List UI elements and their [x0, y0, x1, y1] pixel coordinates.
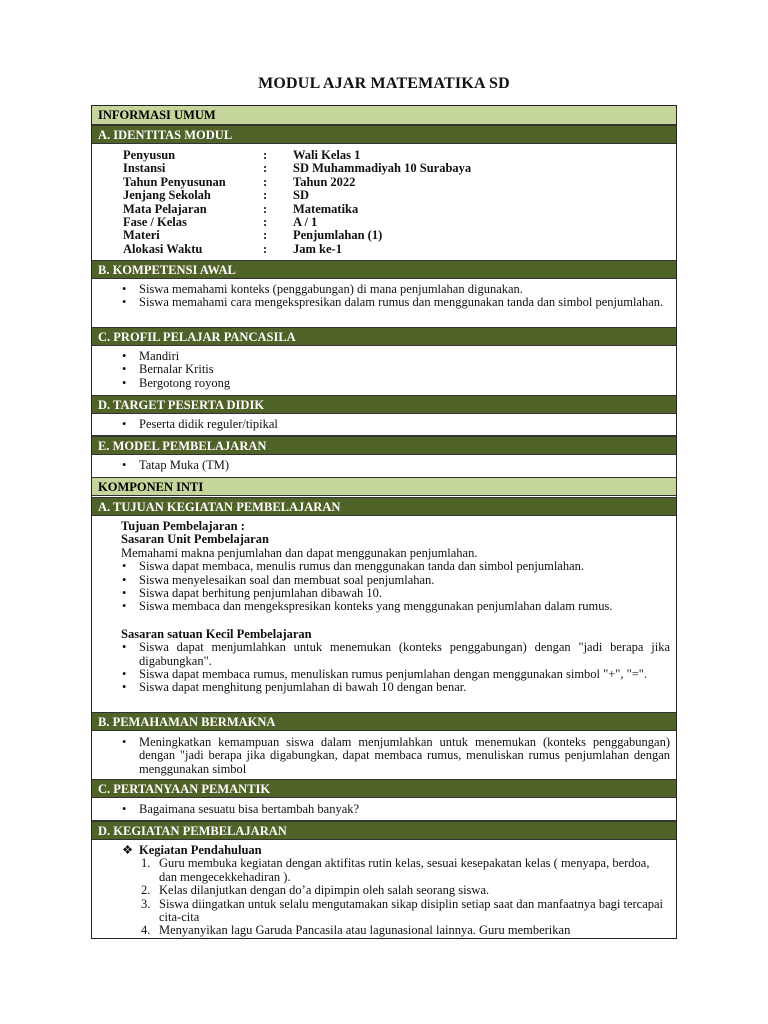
identitas-label: Materi	[123, 228, 160, 243]
list-item: • Bernalar Kritis	[92, 363, 676, 376]
numbered-item	[92, 924, 676, 937]
pemahaman-list	[92, 736, 676, 776]
identitas-label: Fase / Kelas	[123, 214, 187, 229]
list-item: • Siswa dapat menjumlahkan untuk menemukan (konteks penggabungan) dengan "jadi berapa jika digabungkan".	[92, 641, 676, 668]
list-item: • Siswa dapat berhitung penjumlahan dibawah 10.	[92, 587, 676, 600]
item-text: Siswa diingatkan untuk selalu mengutamakan sikap disiplin setiap saat dan manfaatnya bagi tercapai cita-cita	[159, 896, 664, 925]
section-model-pembelajaran: E. MODEL PEMBELAJARAN	[92, 436, 676, 455]
kegiatan-content	[92, 844, 676, 938]
section-kompetensi-awal: B. KOMPETENSI AWAL	[92, 260, 676, 279]
identitas-value: SD Muhammadiyah 10 Surabaya	[293, 161, 472, 176]
identitas-value: Jam ke-1	[293, 241, 342, 256]
document-title: MODUL AJAR MATEMATIKA SD	[258, 75, 510, 92]
numbered-item	[92, 857, 676, 884]
section-pemahaman-bermakna: B. PEMAHAMAN BERMAKNA	[92, 712, 676, 731]
section-informasi-umum: INFORMASI UMUM	[92, 106, 676, 125]
list-item: • Peserta didik reguler/tipikal	[92, 418, 676, 431]
tujuan-summary: Memahami makna penjumlahan dan dapat menggunakan penjumlahan.	[121, 545, 478, 560]
item-number: 4.	[141, 923, 151, 938]
colon: :	[263, 174, 268, 189]
section-komponen-inti: KOMPONEN INTI	[92, 477, 676, 496]
list-item: • Tatap Muka (TM)	[92, 459, 676, 472]
identitas-row	[123, 216, 593, 229]
identitas-value: SD	[293, 188, 309, 203]
identitas-row	[123, 203, 593, 216]
list-item: • Mandiri	[92, 350, 676, 363]
numbered-item	[92, 884, 676, 897]
kegiatan-sub-label: Kegiatan Pendahuluan	[139, 843, 262, 857]
colon: :	[263, 188, 268, 203]
list-item: • Siswa dapat membaca, menulis rumus dan menggunakan tanda dan simbol penjumlahan.	[92, 560, 676, 573]
colon: :	[263, 228, 268, 243]
identitas-value: Tahun 2022	[293, 174, 356, 189]
list-item: • Bagaimana sesuatu bisa bertambah banyak?	[92, 803, 676, 816]
identitas-label: Penyusun	[123, 148, 176, 162]
section-tujuan-kegiatan: A. TUJUAN KEGIATAN PEMBELAJARAN	[92, 497, 676, 516]
item-number: 3.	[141, 896, 151, 911]
identitas-row	[123, 162, 593, 175]
identitas-label: Jenjang Sekolah	[123, 188, 211, 203]
list-item: • Siswa dapat membaca rumus, menuliskan rumus penjumlahan dengan menggunakan simbol "+", "=".	[92, 668, 676, 681]
colon: :	[263, 214, 268, 229]
list-item: • Siswa menyelesaikan soal dan membuat soal penjumlahan.	[92, 574, 676, 587]
list-item: • Siswa memahami cara mengekspresikan dalam rumus dan menggunakan tanda dan simbol penjumlahan.	[92, 296, 676, 309]
diamond-bullet-icon: ❖	[122, 843, 134, 857]
colon: :	[263, 161, 268, 176]
list-item: • Siswa dapat menghitung penjumlahan di bawah 10 dengan benar.	[92, 681, 676, 694]
section-target-peserta: D. TARGET PESERTA DIDIK	[92, 395, 676, 414]
identitas-value: Penjumlahan (1)	[293, 228, 383, 243]
list-item: • Meningkatkan kemampuan siswa dalam menjumlahkan untuk menemukan (konteks penggabungan) dengan "jadi berapa jika digabungkan, dapat membaca rumus, menuliskan rumus penjumlahan dengan menggunakan simbol	[92, 736, 676, 776]
section-profil-pelajar: C. PROFIL PELAJAR PANCASILA	[92, 327, 676, 346]
identitas-label: Mata Pelajaran	[123, 201, 207, 216]
sasaran-unit-heading: Sasaran Unit Pembelajaran	[121, 532, 269, 547]
identitas-label: Instansi	[123, 161, 166, 176]
colon: :	[263, 201, 268, 216]
section-kegiatan-pembelajaran: D. KEGIATAN PEMBELAJARAN	[92, 821, 676, 840]
sasaran-kecil-heading: Sasaran satuan Kecil Pembelajaran	[121, 626, 312, 641]
target-list	[92, 418, 676, 431]
section-pertanyaan-pemantik: C. PERTANYAAN PEMANTIK	[92, 779, 676, 798]
list-item: • Bergotong royong	[92, 377, 676, 390]
list-item: • Siswa membaca dan mengekspresikan konteks yang menggunakan penjumlahan dalam rumus.	[92, 600, 676, 613]
identitas-row	[123, 149, 593, 162]
item-number: 2.	[141, 883, 151, 898]
kompetensi-list	[92, 283, 676, 310]
colon: :	[263, 241, 268, 256]
identitas-label: Alokasi Waktu	[123, 241, 203, 256]
item-number: 1.	[141, 856, 151, 871]
section-identitas-modul: A. IDENTITAS MODUL	[92, 125, 676, 144]
identitas-label: Tahun Penyusunan	[123, 174, 226, 189]
pertanyaan-list	[92, 803, 676, 816]
list-item: • Siswa memahami konteks (penggabungan) di mana penjumlahan digunakan.	[92, 283, 676, 296]
module-table	[91, 105, 677, 939]
identitas-value: A / 1	[293, 214, 318, 229]
identitas-table	[123, 149, 593, 256]
kegiatan-pendahuluan-heading	[92, 844, 676, 857]
numbered-item	[92, 898, 676, 925]
model-list	[92, 459, 676, 472]
identitas-row	[123, 189, 593, 202]
item-text: Menyanyikan lagu Garuda Pancasila atau lagunasional lainnya. Guru memberikan	[159, 923, 571, 938]
item-text: Guru membuka kegiatan dengan aktifitas rutin kelas, sesuai kesepakatan kelas ( menyapa, berdoa, dan mengecekkehadiran ).	[159, 856, 650, 884]
tujuan-label: Tujuan Pembelajaran :	[121, 519, 245, 533]
identitas-value: Wali Kelas 1	[293, 148, 361, 162]
profil-list	[92, 350, 676, 390]
identitas-row	[123, 229, 593, 242]
colon: :	[263, 148, 268, 162]
item-text: Kelas dilanjutkan dengan do’a dipimpin oleh salah seorang siswa.	[159, 883, 490, 898]
tujuan-content	[92, 520, 676, 695]
identitas-row	[123, 243, 593, 256]
identitas-value: Matematika	[293, 201, 359, 216]
identitas-row	[123, 176, 593, 189]
